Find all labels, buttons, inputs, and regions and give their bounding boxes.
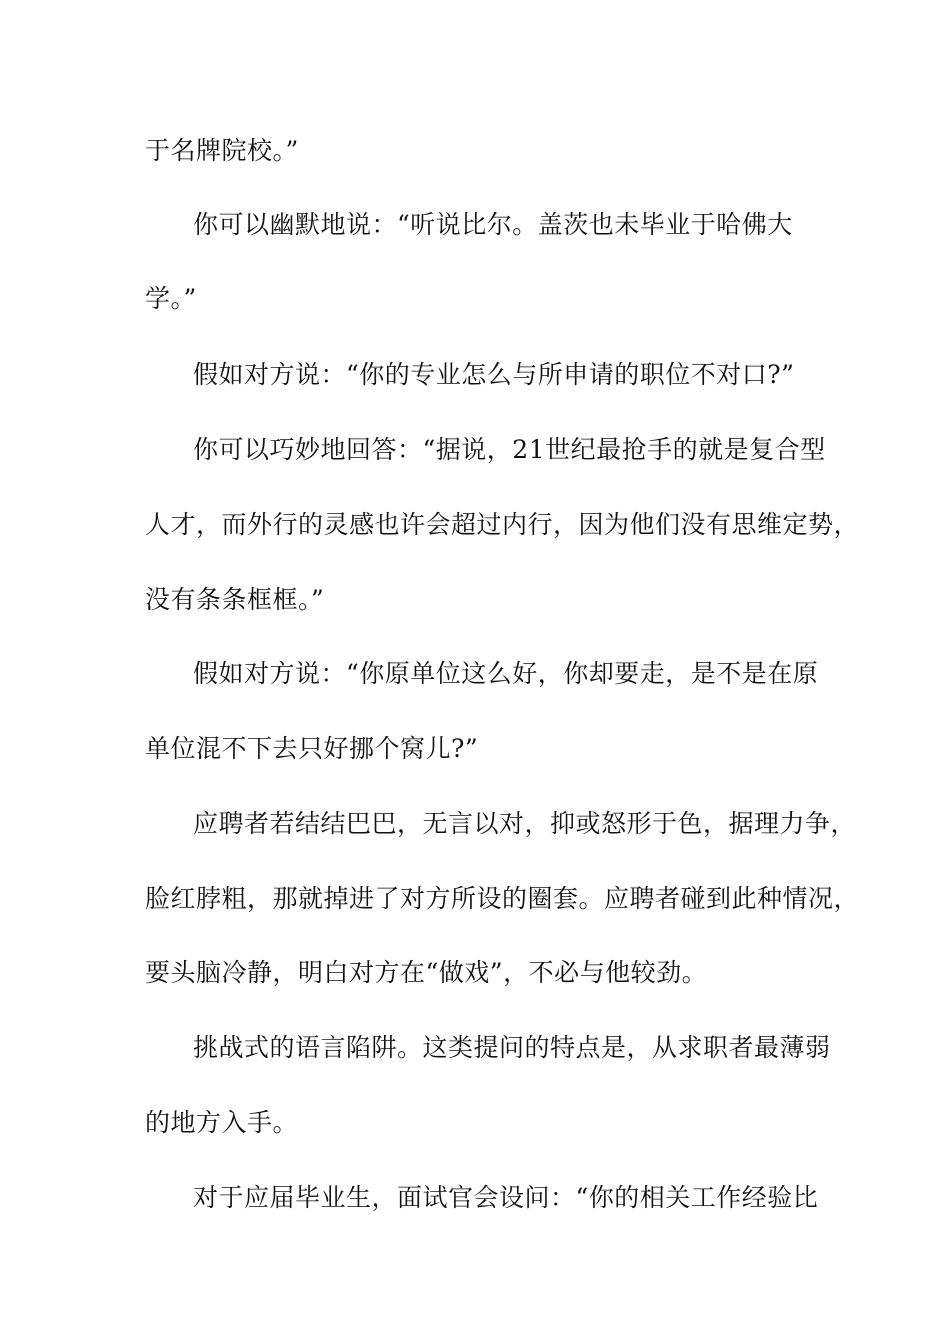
- text-line-14: 的地方入手。: [145, 1108, 299, 1137]
- text-line-1: 于名牌院校。”: [145, 136, 299, 165]
- text-line-5: 你可以巧妙地回答：“据说，21世纪最抢手的就是复合型: [193, 435, 826, 464]
- text-line-4: 假如对方说：“你的专业怎么与所申请的职位不对口?”: [193, 360, 795, 389]
- text-line-3: 学。”: [145, 284, 197, 313]
- text-line-6: 人才，而外行的灵感也许会超过内行，因为他们没有思维定势，: [145, 510, 860, 539]
- text-line-2: 你可以幽默地说：“听说比尔。盖茨也未毕业于哈佛大: [193, 210, 793, 239]
- text-line-15: 对于应届毕业生，面试官会设问：“你的相关工作经验比: [193, 1183, 819, 1212]
- text-line-13: 挑战式的语言陷阱。这类提问的特点是，从求职者最薄弱: [193, 1033, 831, 1062]
- text-line-10: 应聘者若结结巴巴，无言以对，抑或怒形于色，据理力争，: [193, 809, 857, 838]
- text-line-11: 脸红脖粗，那就掉进了对方所设的圈套。应聘者碰到此种情况，: [145, 884, 860, 913]
- text-line-8: 假如对方说：“你原单位这么好，你却要走，是不是在原: [193, 659, 819, 688]
- text-line-7: 没有条条框框。”: [145, 585, 325, 614]
- text-line-12: 要头脑冷静，明白对方在“做戏”，不必与他较劲。: [145, 958, 708, 987]
- text-line-9: 单位混不下去只好挪个窝儿?”: [145, 734, 479, 763]
